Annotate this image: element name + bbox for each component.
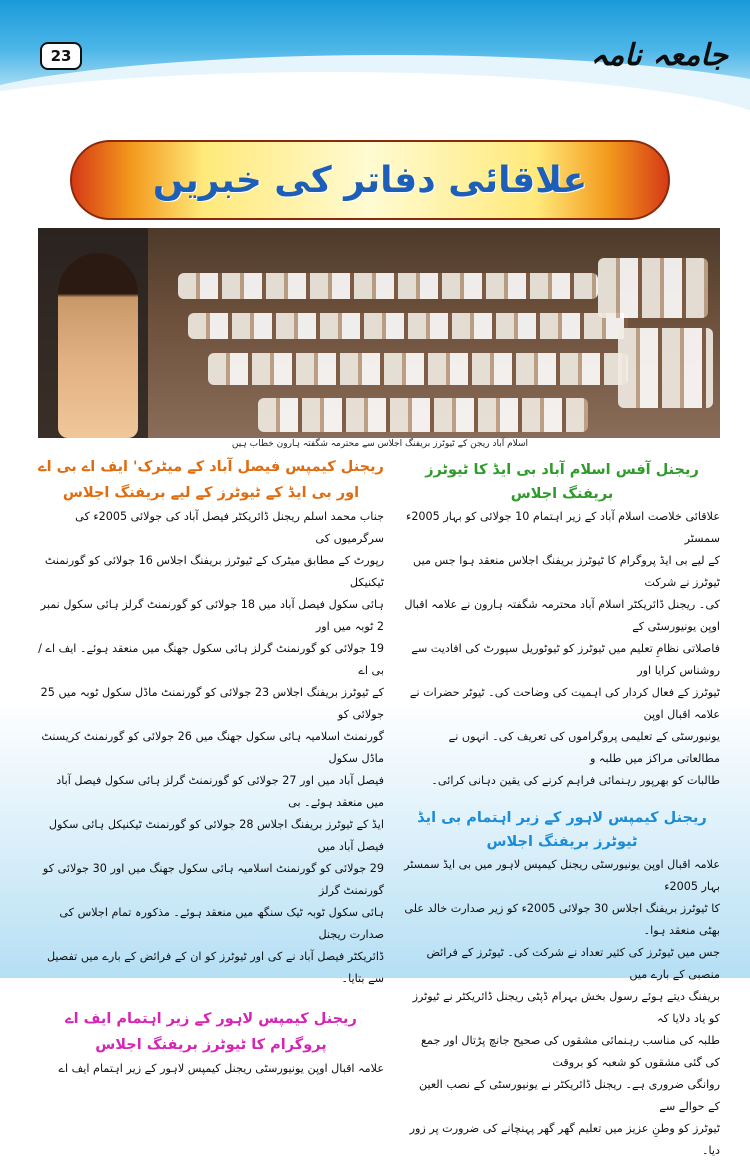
audience-row [178, 273, 598, 299]
paragraph-line: ہائی سکول ٹوبہ ٹیک سنگھ میں منعقد ہوئے۔ مذکورہ تمام اجلاس کی صدارت ریجنل [59, 906, 384, 941]
paragraph-line: رپورٹ کے مطابق میٹرک کے ٹیوٹرز بریفنگ اجلاس 16 جولائی کو گورنمنٹ ٹیکنیکل [44, 554, 384, 589]
paragraph-line: کے لیے بی ایڈ پروگرام کا ٹیوٹرز بریفنگ اجلاس منعقد ہوا جس میں ٹیوٹرز نے شرکت [413, 554, 720, 589]
paragraph-line: ٹیوٹرز کے فعال کردار کی اہمیت کی وضاحت کی۔ ٹیوٹر حضرات نے علامہ اقبال اوپن [409, 686, 720, 721]
paragraph-line: ٹیوٹرز کو وطنِ عزیز میں تعلیم گھر گھر پہنچانے کی ضرورت پر زور دیا۔ [409, 1122, 720, 1157]
section-title: علاقائی دفاتر کی خبریں [152, 159, 588, 201]
paragraph-line: بریفنگ دیتے ہوئے رسول بخش بہرام ڈپٹی ریجنل ڈائریکٹر نے ٹیوٹرز کو یاد دلایا کہ [412, 990, 720, 1025]
page-number: 23 [40, 42, 82, 70]
paragraph-line: جس میں ٹیوٹرز کی کثیر تعداد نے شرکت کی۔ ٹیوٹرز کے فرائض منصبی کے بارے میں [426, 946, 720, 981]
meeting-photo [38, 228, 720, 438]
paragraph-line: فاصلاتی نظامِ تعلیم میں ٹیوٹرز کو ٹیوٹوریل سپورٹ کی افادیت سے روشناس کرایا اور [411, 642, 720, 677]
paragraph-line: ہائی سکول فیصل آباد میں 18 جولائی کو گورنمنٹ گرلز ہائی سکول نمبر 2 ٹوبہ میں اور [40, 598, 384, 633]
paragraph-line: روانگی ضروری ہے۔ ریجنل ڈائریکٹر نے یونیورسٹی کے نصب العین کے حوالے سے [418, 1078, 720, 1113]
masthead-logo: جامعہ نامہ [590, 38, 728, 73]
section-heading-lahore-fa: ریجنل کیمپس لاہور کے زیر اہتمام ایف اے [65, 1011, 357, 1027]
paragraph-line: 29 جولائی کو گورنمنٹ اسلامیہ ہائی سکول جھنگ میں اور 30 جولائی کو گورنمنٹ گرلز [42, 862, 384, 897]
section-heading-faisalabad: ریجنل کیمپس فیصل آباد کے میٹرک' ایف اے بی اے [38, 459, 384, 475]
paragraph-line: یونیورسٹی کے تعلیمی پروگراموں کی تعریف کی۔ انہوں نے مطالعاتی مراکز میں طلبہ و [448, 730, 720, 765]
paragraph-line: کے ٹیوٹرز بریفنگ اجلاس 23 جولائی کو گورنمنٹ ماڈل سکول ٹوبہ میں 25 جولائی کو [40, 686, 384, 721]
paragraph-line: گورنمنٹ اسلامیہ ہائی سکول جھنگ میں 26 جولائی کو گورنمنٹ کریسنٹ ماڈل سکول [41, 730, 384, 765]
spacer [38, 990, 384, 1006]
audience-row [258, 398, 588, 432]
photo-caption: اسلام آباد ریجن کے ٹیوٹرز بریفنگ اجلاس سے محترمہ شگفتہ ہارون خطاب ہیں [231, 439, 529, 449]
section-title-banner [70, 140, 670, 220]
paragraph-line: 19 جولائی کو گورنمنٹ گرلز ہائی سکول جھنگ میں منعقد ہوئے۔ ایف اے / بی اے [38, 642, 384, 677]
section-heading-lahore-bed: ریجنل کیمپس لاہور کے زیر اہتمام بی ایڈ ٹیوٹرز بریفنگ اجلاس [417, 810, 707, 850]
paragraph-line: ڈائریکٹر فیصل آباد نے کی اور ٹیوٹرز کو ان کے فرائض کے بارے میں تفصیل سے بتایا۔ [46, 950, 384, 985]
section-heading-lahore-fa-line2: پروگرام کا ٹیوٹرز بریفنگ اجلاس [95, 1037, 327, 1053]
paragraph-line: فیصل آباد میں اور 27 جولائی کو گورنمنٹ گرلز ہائی سکول فیصل آباد میں منعقد ہوئے۔ بی [56, 774, 384, 809]
paragraph-line: علامہ اقبال اوپن یونیورسٹی ریجنل کیمپس لاہور میں بی ایڈ سمسٹر بہار 2005ء [404, 858, 720, 893]
paragraph-line: ایڈ کے ٹیوٹرز بریفنگ اجلاس 28 جولائی کو گورنمنٹ ٹیکنیکل ہائی سکول فیصل آباد میں [48, 818, 384, 853]
section-heading-islamabad: ریجنل آفس اسلام آباد بی ایڈ کا ٹیوٹرز بریفنگ اجلاس [425, 462, 699, 502]
paragraph-line: طالبات کو بھرپور رہنمائی فراہم کرنے کی یقین دہانی کرائی۔ [431, 774, 720, 787]
audience-row [598, 258, 708, 318]
right-column [404, 458, 720, 1162]
audience-row [618, 328, 713, 408]
left-column [38, 454, 384, 1080]
audience-row [188, 313, 628, 339]
audience-row [208, 353, 628, 385]
paragraph-line: طلبہ کی مناسب رہنمائی مشقوں کی صحیح جانچ پڑتال اور جمع کی گئی مشقوں کو شعبہ کو بروقت [421, 1034, 720, 1069]
paragraph-line: علامہ اقبال اوپن یونیورسٹی ریجنل کیمپس لاہور کے زیر اہتمام ایف اے [58, 1062, 384, 1075]
speaker-figure [58, 253, 138, 438]
paragraph-line: کی۔ ریجنل ڈائریکٹر اسلام آباد محترمہ شگفتہ ہارون نے علامہ اقبال اوپن یونیورسٹی کے [404, 598, 720, 633]
spacer [404, 792, 720, 806]
section-heading-faisalabad-line2: اور بی ایڈ کے ٹیوٹرز کے لیے بریفنگ اجلاس [62, 485, 360, 501]
paragraph-line: کا ٹیوٹرز بریفنگ اجلاس 30 جولائی 2005ء کو زیر صدارت خالد علی بھٹی منعقد ہوا۔ [404, 902, 720, 937]
paragraph-line: علاقائی خلاصت اسلام آباد کے زیر اہتمام 10 جولائی کو بہار 2005ء سمسٹر [406, 510, 720, 545]
paragraph-line: جناب محمد اسلم ریجنل ڈائریکٹر فیصل آباد کی جولائی 2005ء کی سرگرمیوں کی [75, 510, 384, 545]
